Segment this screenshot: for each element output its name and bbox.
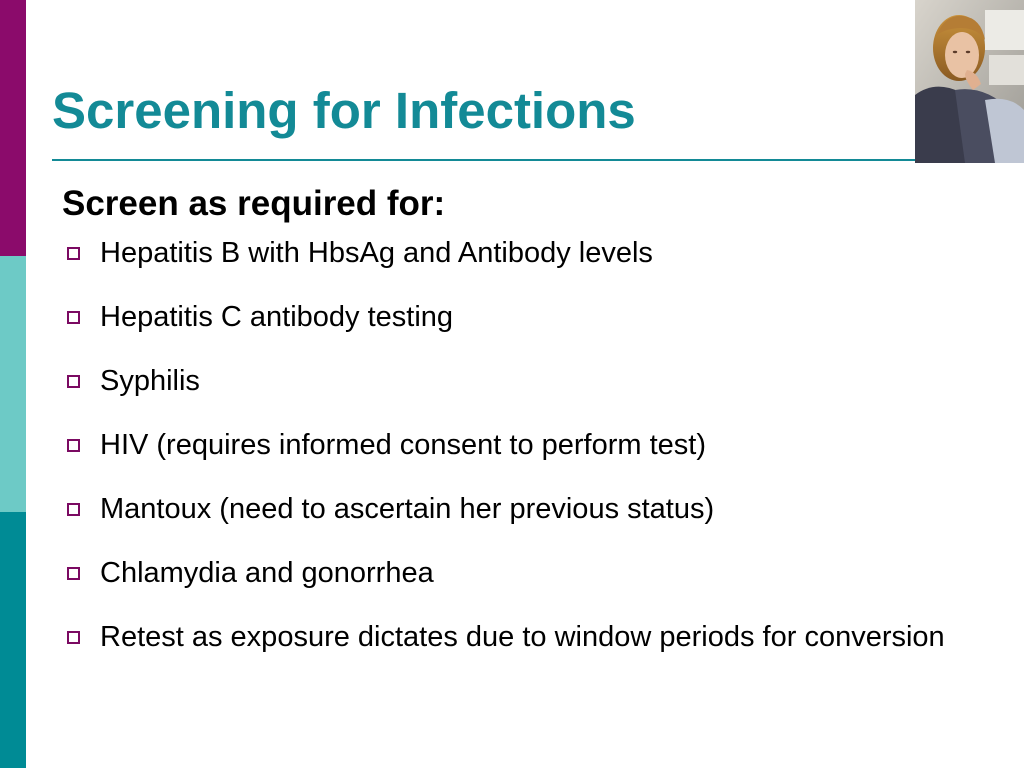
title-underline	[52, 159, 916, 161]
sidebar-accent-middle	[0, 256, 26, 512]
square-bullet-icon	[67, 503, 80, 516]
square-bullet-icon	[67, 631, 80, 644]
subheading: Screen as required for:	[62, 184, 446, 223]
bullet-text: Hepatitis B with HbsAg and Antibody levels	[100, 237, 653, 269]
square-bullet-icon	[67, 439, 80, 452]
square-bullet-icon	[67, 375, 80, 388]
square-bullet-icon	[67, 247, 80, 260]
list-item	[62, 236, 962, 271]
bullet-text: HIV (requires informed consent to perform test)	[100, 429, 707, 461]
list-item	[62, 428, 962, 463]
bullet-text: Hepatitis C antibody testing	[100, 301, 454, 333]
list-item	[62, 556, 962, 591]
sidebar-accent-bottom	[0, 512, 26, 768]
bullet-text: Chlamydia and gonorrhea	[100, 557, 434, 589]
square-bullet-icon	[67, 311, 80, 324]
bullet-text: Mantoux (need to ascertain her previous status)	[100, 493, 715, 525]
sidebar-accent-top	[0, 0, 26, 256]
list-item	[62, 300, 962, 335]
woman-portrait-photo	[915, 0, 1024, 163]
list-item	[62, 620, 962, 655]
bullet-text: Syphilis	[100, 365, 200, 397]
bullet-list	[62, 236, 962, 684]
list-item	[62, 492, 962, 527]
list-item	[62, 364, 962, 399]
square-bullet-icon	[67, 567, 80, 580]
slide-title: Screening for Infections	[52, 82, 636, 139]
bullet-text: Retest as exposure dictates due to window periods for conversion	[100, 621, 945, 653]
